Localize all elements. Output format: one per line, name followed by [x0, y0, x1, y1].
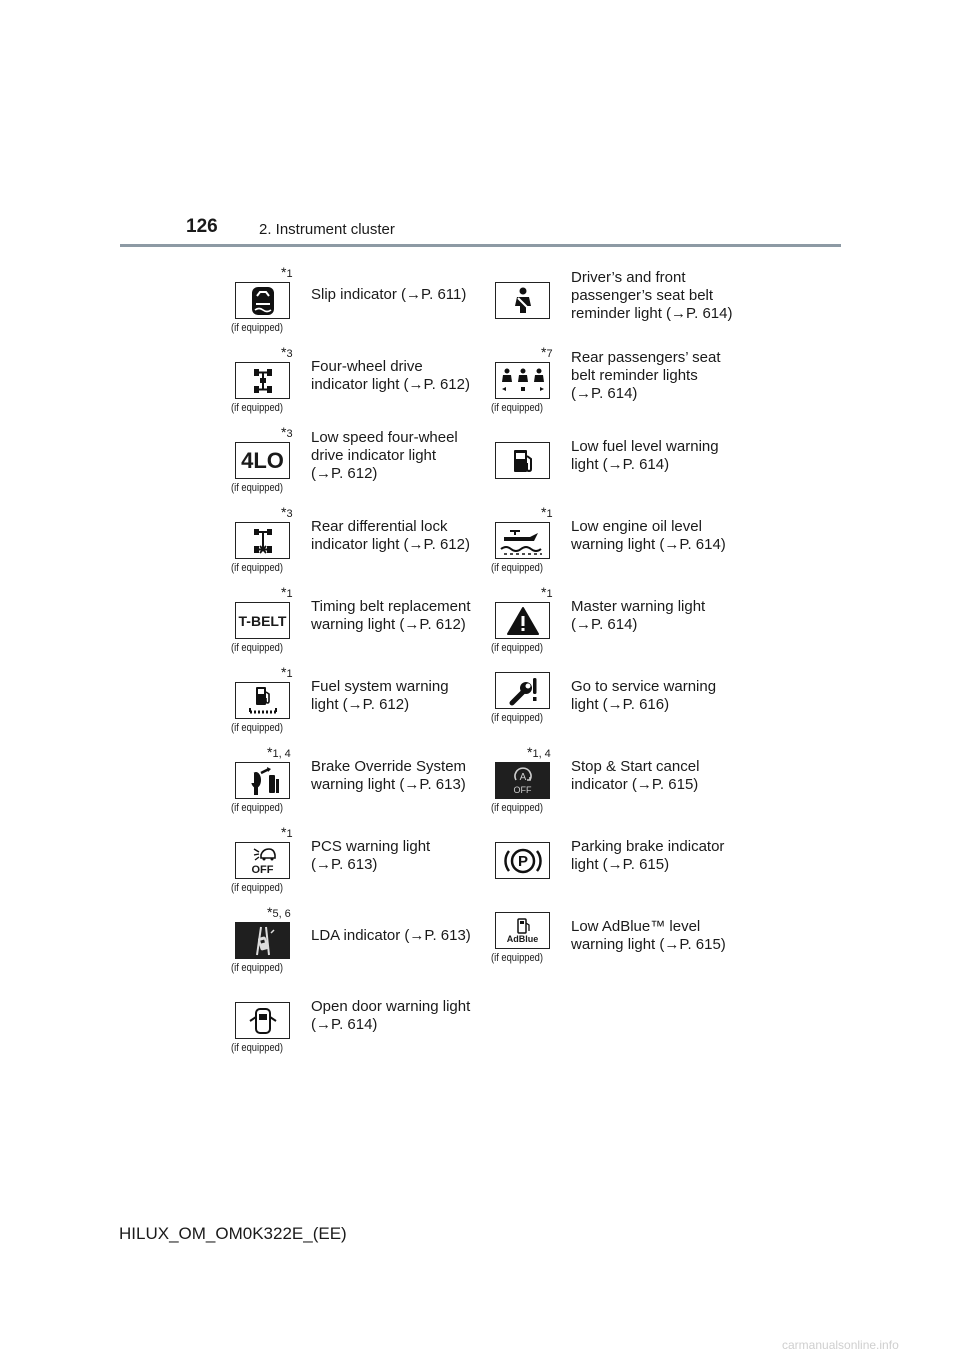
- section-title: 2. Instrument cluster: [259, 221, 395, 238]
- footnote-marker: *1: [281, 264, 293, 280]
- indicator-description: Slip indicator (→P. 611): [311, 286, 467, 303]
- if-equipped-label: (if equipped): [231, 482, 283, 494]
- indicator-description: Driver’s and front passenger’s seat belt reminder light (→P. 614): [571, 269, 733, 322]
- if-equipped-label: (if equipped): [231, 322, 283, 334]
- indicator-description: Fuel system warning light (→P. 612): [311, 678, 449, 713]
- indicator-row: [0, 422, 960, 502]
- indicator-row: [0, 902, 960, 982]
- master-warning-icon: [495, 602, 550, 639]
- if-equipped-label: (if equipped): [491, 802, 543, 814]
- if-equipped-label: (if equipped): [231, 402, 283, 414]
- indicator-description: LDA indicator (→P. 613): [311, 927, 471, 944]
- if-equipped-label: (if equipped): [491, 952, 543, 964]
- indicator-description: Go to service warning light (→P. 616): [571, 678, 717, 713]
- timing-belt-icon: T-BELT: [235, 602, 290, 639]
- footnote-marker: *1: [281, 664, 293, 680]
- indicator-description: Stop & Start cancel indicator (→P. 615): [571, 758, 700, 793]
- indicator-row: [0, 982, 960, 1062]
- low-fuel-icon: [495, 442, 550, 479]
- rear-diff-lock-icon: [235, 522, 290, 559]
- manual-code: HILUX_OM_OM0K322E_(EE): [119, 1224, 347, 1243]
- brake-override-icon: [235, 762, 290, 799]
- indicator-description: Low AdBlue™ level warning light (→P. 615): [571, 918, 726, 953]
- adblue-icon: AdBlue: [495, 912, 550, 949]
- footnote-marker: *1, 4: [267, 744, 291, 760]
- indicator-description: PCS warning light (→P. 613): [311, 838, 431, 873]
- watermark: carmanualsonline.info: [782, 1338, 899, 1352]
- stop-start-cancel-icon: A OFF: [495, 762, 550, 799]
- lda-indicator-icon: [235, 922, 290, 959]
- indicator-row: [0, 342, 960, 422]
- indicator-row: [0, 502, 960, 582]
- if-equipped-label: (if equipped): [491, 402, 543, 414]
- four-wheel-drive-icon: [235, 362, 290, 399]
- svg-text:A: A: [519, 772, 526, 783]
- if-equipped-label: (if equipped): [231, 802, 283, 814]
- footnote-marker: *1: [541, 584, 553, 600]
- footnote-marker: *5, 6: [267, 904, 291, 920]
- footnote-marker: *1, 4: [527, 744, 551, 760]
- indicator-row: [0, 662, 960, 742]
- if-equipped-label: (if equipped): [231, 562, 283, 574]
- indicator-description: Timing belt replacement warning light (→P. 612): [311, 598, 471, 633]
- indicator-description: Parking brake indicator light (→P. 615): [571, 838, 725, 873]
- indicator-row: [0, 262, 960, 342]
- footnote-marker: *1: [281, 584, 293, 600]
- footnote-marker: *1: [541, 504, 553, 520]
- indicator-row: [0, 742, 960, 822]
- low-engine-oil-icon: [495, 522, 550, 559]
- footnote-marker: *1: [281, 824, 293, 840]
- footnote-marker: *3: [281, 504, 293, 520]
- indicator-description: Low engine oil level warning light (→P. 614): [571, 518, 726, 553]
- footnote-marker: *3: [281, 424, 293, 440]
- indicator-description: Low speed four-wheel drive indicator light (→P. 612): [311, 429, 458, 482]
- fuel-system-icon: [235, 682, 290, 719]
- rear-seat-belt-reminder-icon: [495, 362, 550, 399]
- seat-belt-reminder-icon: [495, 282, 550, 319]
- svg-text:P: P: [517, 852, 528, 870]
- indicator-description: Rear passengers’ seat belt reminder lights (→P. 614): [571, 349, 721, 402]
- open-door-icon: [235, 1002, 290, 1039]
- if-equipped-label: (if equipped): [491, 712, 543, 724]
- parking-brake-icon: [495, 842, 550, 879]
- if-equipped-label: (if equipped): [491, 562, 543, 574]
- indicator-description: Open door warning light (→P. 614): [311, 998, 471, 1033]
- indicator-row: [0, 582, 960, 662]
- indicator-description: Rear differential lock indicator light (→P. 612): [311, 518, 470, 553]
- if-equipped-label: (if equipped): [231, 722, 283, 734]
- indicator-description: Brake Override System warning light (→P. 613): [311, 758, 467, 793]
- four-lo-icon: 4LO: [235, 442, 290, 479]
- slip-indicator-icon: [235, 282, 290, 319]
- pcs-warning-icon: OFF: [235, 842, 290, 879]
- indicator-description: Low fuel level warning light (→P. 614): [571, 438, 719, 473]
- indicator-description: Master warning light (→P. 614): [571, 598, 706, 633]
- if-equipped-label: (if equipped): [231, 1042, 283, 1054]
- header-rule: [120, 244, 841, 247]
- footnote-marker: *3: [281, 344, 293, 360]
- if-equipped-label: (if equipped): [491, 642, 543, 654]
- page-number: 126: [186, 216, 218, 237]
- footnote-marker: *7: [541, 344, 553, 360]
- indicator-row: [0, 822, 960, 902]
- if-equipped-label: (if equipped): [231, 882, 283, 894]
- service-wrench-icon: [495, 672, 550, 709]
- if-equipped-label: (if equipped): [231, 642, 283, 654]
- if-equipped-label: (if equipped): [231, 962, 283, 974]
- indicator-description: Four-wheel drive indicator light (→P. 612): [311, 358, 470, 393]
